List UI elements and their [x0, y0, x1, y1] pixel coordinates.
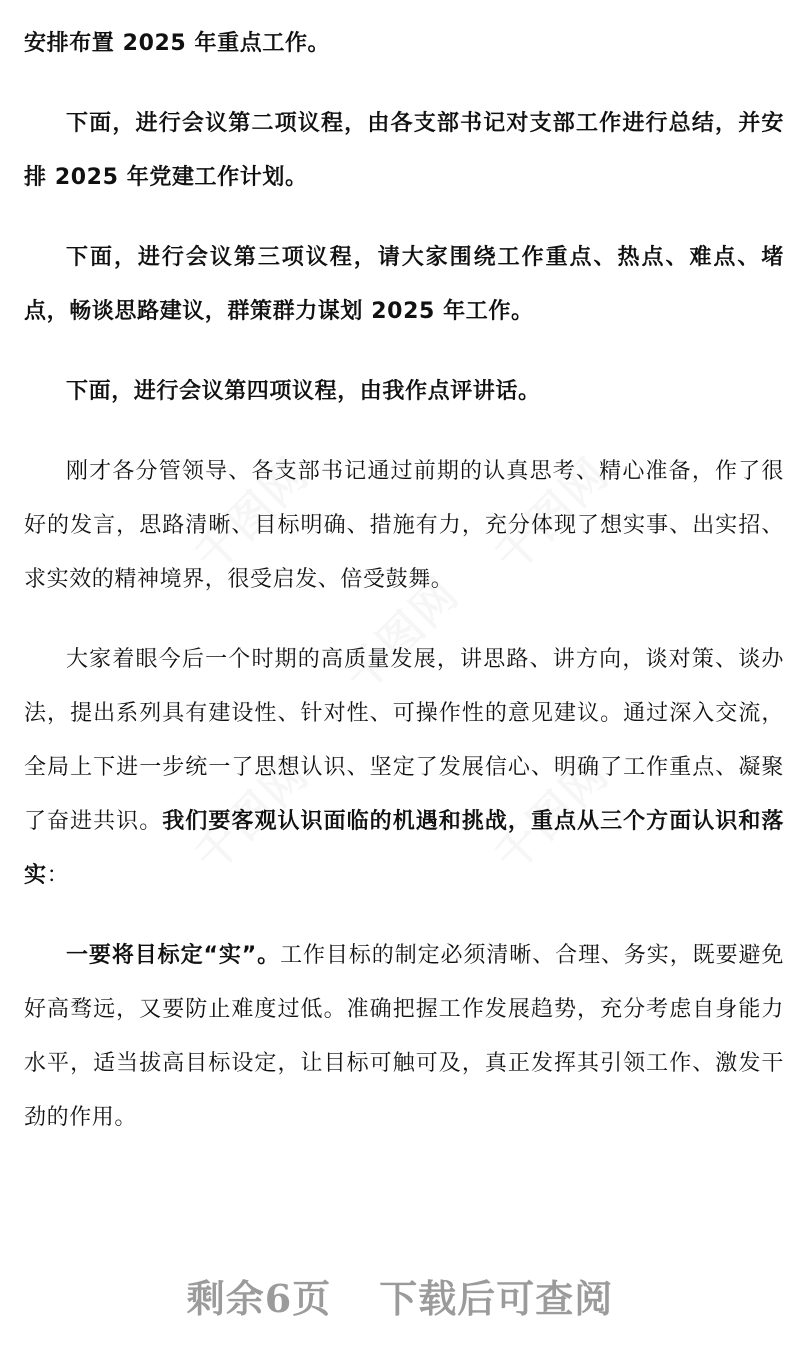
- paragraph-7-bold: 一要将目标定“实”。: [66, 943, 281, 968]
- document-body: [24, 0, 784, 1145]
- paragraph-6-tail: ：: [46, 863, 70, 888]
- download-prompt[interactable]: [0, 1268, 800, 1323]
- paragraph-4: 下面，进行会议第四项议程，由我作点评讲话。: [66, 379, 541, 404]
- paragraph-6-normal: 大家着眼今后一个时期的高质量发展，讲思路、讲方向，谈对策、谈办法，提出系列具有建设性、针对性、可操作性的意见建议。通过深入交流，全局上下进一步统一了思想认识、坚定了发展信心、明确了工作重点、凝聚了奋进共识。: [24, 647, 784, 834]
- paragraph-5: 刚才各分管领导、各支部书记通过前期的认真思考、精心准备，作了很好的发言，思路清晰、目标明确、措施有力，充分体现了想实事、出实招、求实效的精神境界，很受启发、倍受鼓舞。: [24, 459, 784, 592]
- paragraph-1: 安排布置 2025 年重点工作。: [24, 31, 331, 56]
- download-to-view-text: 下载后可查阅: [379, 1276, 614, 1321]
- paragraph-2: 下面，进行会议第二项议程，由各支部书记对支部工作进行总结，并安排 2025 年党建工作计划。: [24, 111, 784, 190]
- paragraph-6: [24, 633, 784, 903]
- remaining-pages-text: 剩余6页: [186, 1276, 332, 1321]
- paragraph-6-bold: 我们要客观认识面临的机遇和挑战，重点从三个方面认识和落实: [24, 809, 784, 888]
- paragraph-7-normal: 工作目标的制定必须清晰、合理、务实，既要避免好高骛远，又要防止难度过低。准确把握工作发展趋势，充分考虑自身能力水平，适当拔高目标设定，让目标可触可及，真正发挥其引领工作、激发干劲的作用。: [24, 943, 785, 1130]
- paragraph-7: [24, 929, 784, 1145]
- paragraph-3: 下面，进行会议第三项议程，请大家围绕工作重点、热点、难点、堵点，畅谈思路建议，群策群力谋划 2025 年工作。: [24, 245, 784, 324]
